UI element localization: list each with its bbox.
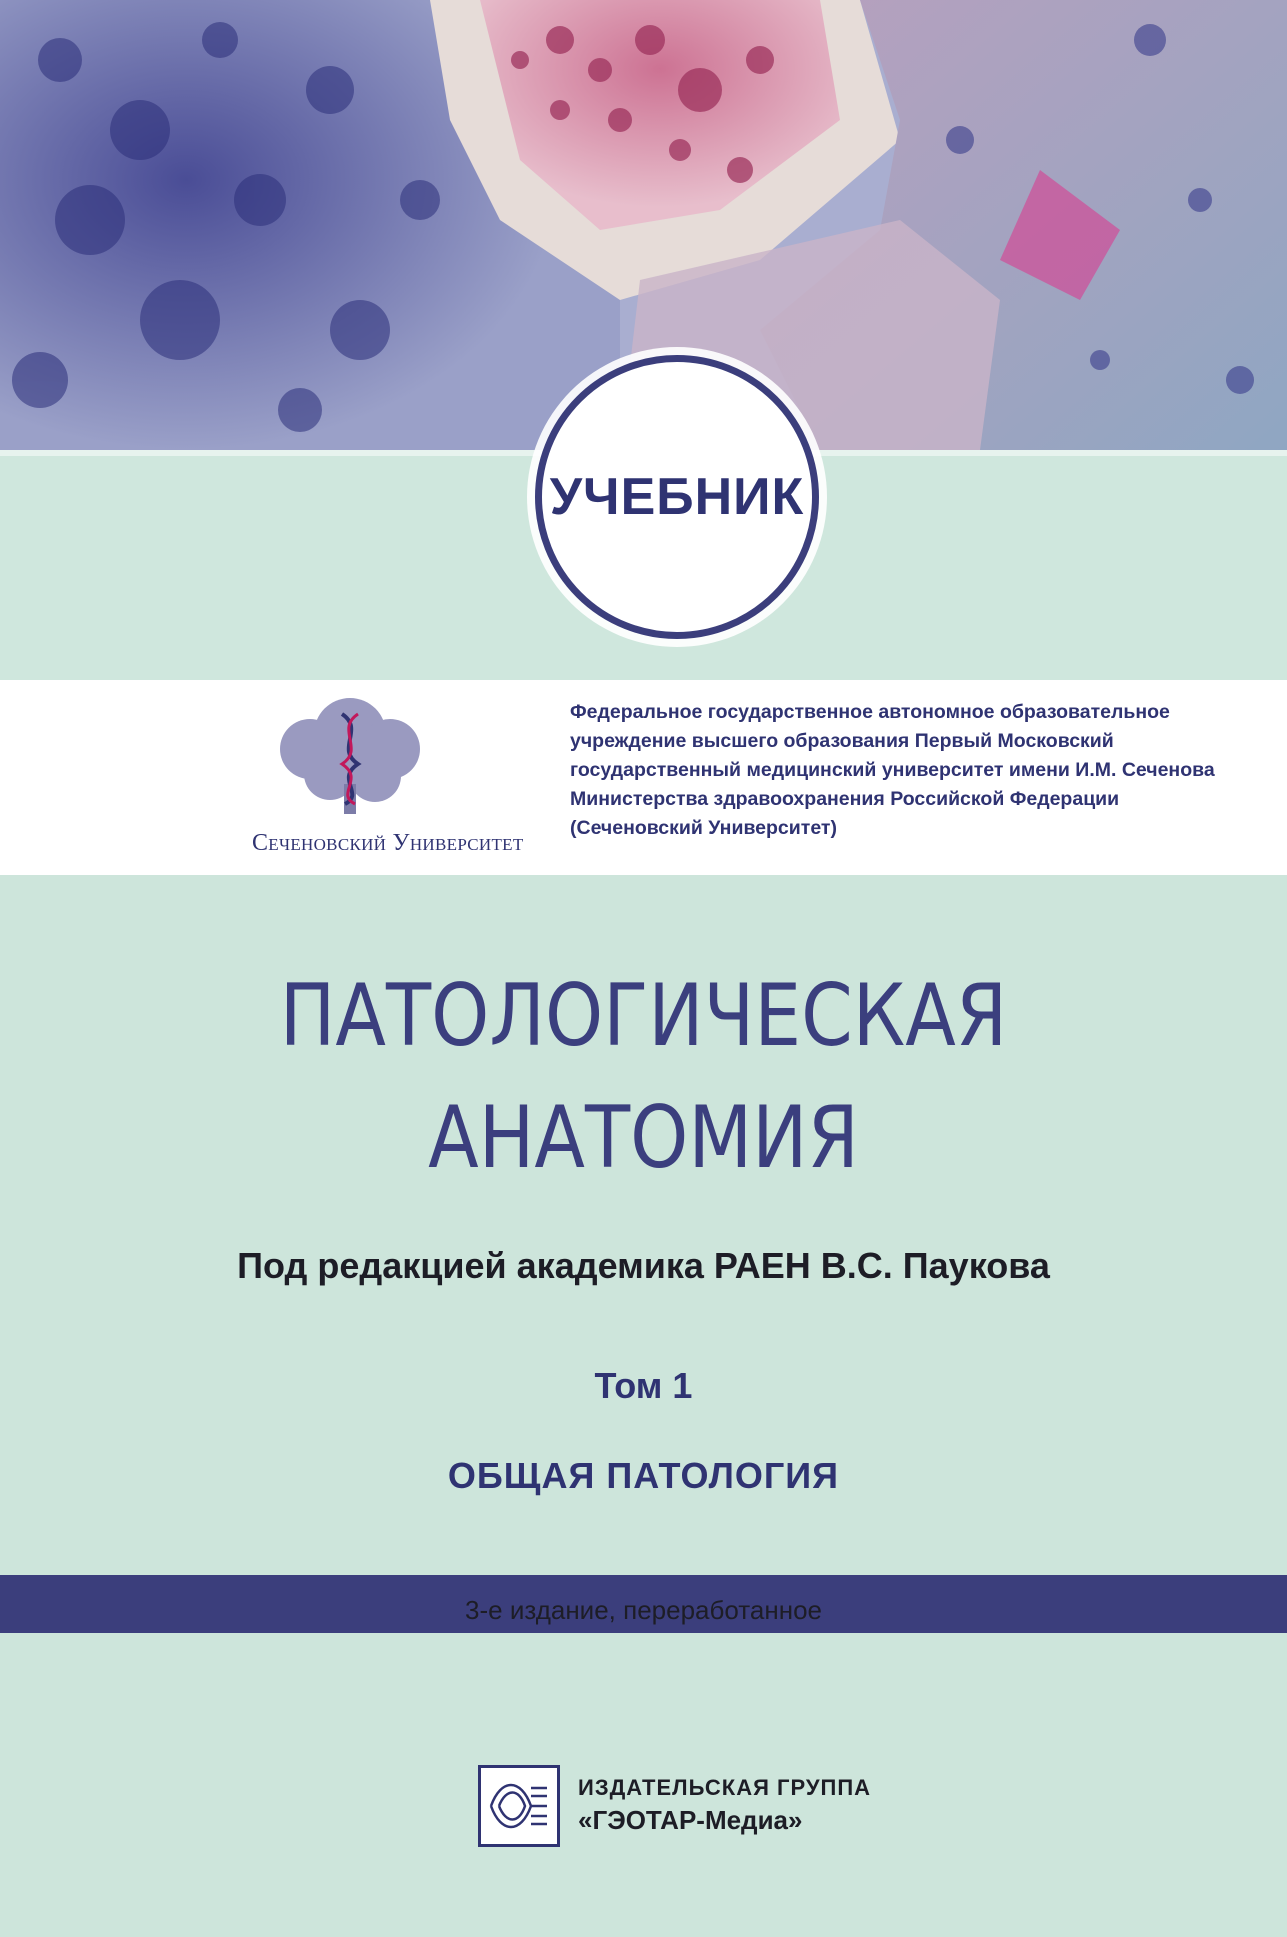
organization-line: Министерства здравоохранения Российской Федерации [570,788,1120,810]
edition-background [0,1633,1287,1723]
publisher-line-1: ИЗДАТЕЛЬСКАЯ ГРУППА [578,1775,872,1800]
badge-label: УЧЕБНИК [549,468,805,526]
organization-line: государственный медицинский университет имени И.М. Сеченова [570,759,1215,781]
publisher-logo-icon [478,1765,560,1847]
textbook-badge [535,355,819,639]
organization-line: учреждение высшего образования Первый Московский [570,730,1114,752]
university-logo-caption: Сеченовский Университет [252,830,524,856]
title-line-1: ПАТОЛОГИЧЕСКАЯ [279,966,1008,1066]
title-line-2: АНАТОМИЯ [428,1088,859,1188]
volume-label: Том 1 [594,1365,693,1406]
organization-line: Федеральное государственное автономное образовательное [570,701,1170,723]
book-title [90,955,1197,1199]
subtitle: ОБЩАЯ ПАТОЛОГИЯ [447,1455,840,1496]
editor-line: Под редакцией академика РАЕН В.С. Паукова [237,1245,1050,1286]
publisher-line-2: «ГЭОТАР-Медиа» [578,1805,803,1835]
organization-text [570,698,1215,843]
edition-label: 3-е издание, переработанное [465,1595,822,1625]
organization-line: (Сеченовский Университет) [570,817,837,839]
publisher-block [478,1765,898,1855]
organization-band [0,680,1287,875]
